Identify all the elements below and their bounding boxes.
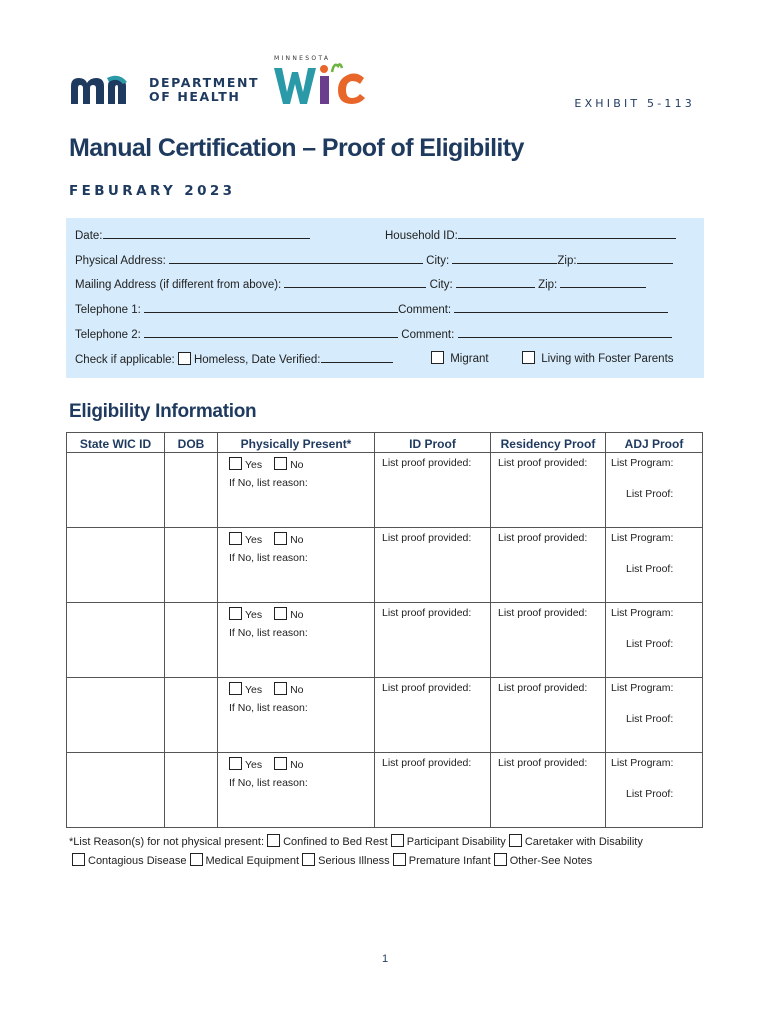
state-wic-id-cell[interactable] bbox=[67, 453, 165, 528]
date-label: Date: bbox=[75, 230, 103, 242]
reason-checkbox-other[interactable] bbox=[494, 853, 507, 866]
present-yes-label: Yes bbox=[245, 459, 263, 471]
reasons-line1 bbox=[69, 833, 643, 852]
adj-proof-label: List Proof: bbox=[626, 638, 674, 650]
id-proof-label: List proof provided: bbox=[382, 532, 472, 544]
adj-program-label: List Program: bbox=[611, 682, 674, 694]
zip-label: Zip: bbox=[557, 255, 577, 267]
residency-proof-label: List proof provided: bbox=[498, 682, 588, 694]
adj-program-label: List Program: bbox=[611, 607, 674, 619]
residency-proof-label: List proof provided: bbox=[498, 757, 588, 769]
eligibility-heading: Eligibility Information bbox=[69, 401, 257, 422]
row-migrant bbox=[431, 351, 489, 367]
dob-cell[interactable] bbox=[165, 528, 218, 603]
table-row bbox=[67, 678, 703, 753]
dob-cell[interactable] bbox=[165, 678, 218, 753]
row-household-id bbox=[385, 227, 676, 243]
date-field[interactable] bbox=[103, 227, 310, 239]
id-proof-cell[interactable] bbox=[375, 603, 491, 678]
physically-present-cell bbox=[218, 603, 375, 678]
reason-checkbox-premature[interactable] bbox=[393, 853, 406, 866]
col-id-proof: ID Proof bbox=[375, 433, 491, 453]
comment1-field[interactable] bbox=[454, 301, 668, 313]
state-wic-id-cell[interactable] bbox=[67, 528, 165, 603]
dob-cell[interactable] bbox=[165, 603, 218, 678]
physically-present-cell bbox=[218, 453, 375, 528]
reason-label-participant-disability: Participant Disability bbox=[406, 836, 506, 848]
present-no-label: No bbox=[290, 684, 304, 696]
present-no-checkbox[interactable] bbox=[274, 457, 287, 470]
minnesota-wic-logo bbox=[272, 54, 370, 106]
state-wic-id-cell[interactable] bbox=[67, 753, 165, 828]
residency-proof-label: List proof provided: bbox=[498, 532, 588, 544]
migrant-checkbox[interactable] bbox=[431, 351, 444, 364]
id-proof-label: List proof provided: bbox=[382, 607, 472, 619]
id-proof-cell[interactable] bbox=[375, 453, 491, 528]
present-yes-label: Yes bbox=[245, 684, 263, 696]
table-row bbox=[67, 528, 703, 603]
reason-label-premature: Premature Infant bbox=[408, 855, 491, 867]
reason-label-medical-equipment: Medical Equipment bbox=[205, 855, 300, 867]
adj-program-label: List Program: bbox=[611, 532, 674, 544]
reason-checkbox-participant-disability[interactable] bbox=[391, 834, 404, 847]
present-no-checkbox[interactable] bbox=[274, 757, 287, 770]
mn-logo-icon bbox=[69, 74, 147, 106]
if-no-reason-label: If No, list reason: bbox=[229, 702, 308, 714]
page-title: Manual Certification – Proof of Eligibility bbox=[69, 134, 524, 162]
foster-label: Living with Foster Parents bbox=[541, 353, 674, 365]
row-physical-address bbox=[75, 252, 673, 268]
present-no-checkbox[interactable] bbox=[274, 532, 287, 545]
residency-proof-cell[interactable] bbox=[491, 603, 606, 678]
residency-proof-cell[interactable] bbox=[491, 453, 606, 528]
mn-department-of-health-logo bbox=[69, 74, 259, 106]
residency-proof-label: List proof provided: bbox=[498, 607, 588, 619]
present-no-checkbox[interactable] bbox=[274, 682, 287, 695]
adj-proof-cell[interactable] bbox=[606, 753, 703, 828]
adj-proof-cell[interactable] bbox=[606, 528, 703, 603]
adj-proof-cell[interactable] bbox=[606, 678, 703, 753]
adj-proof-cell[interactable] bbox=[606, 453, 703, 528]
col-state-wic-id: State WIC ID bbox=[67, 433, 165, 453]
col-adj-proof: ADJ Proof bbox=[606, 433, 703, 453]
reason-checkbox-contagious[interactable] bbox=[72, 853, 85, 866]
reason-label-contagious: Contagious Disease bbox=[88, 855, 187, 867]
row-foster bbox=[522, 351, 674, 367]
row-check-applicable bbox=[75, 351, 393, 367]
present-yes-label: Yes bbox=[245, 759, 263, 771]
present-yes-checkbox[interactable] bbox=[229, 457, 242, 470]
residency-proof-cell[interactable] bbox=[491, 753, 606, 828]
household-id-field[interactable] bbox=[458, 227, 676, 239]
mailing-zip-label: Zip: bbox=[538, 279, 558, 291]
dob-cell[interactable] bbox=[165, 453, 218, 528]
adj-proof-label: List Proof: bbox=[626, 788, 674, 800]
if-no-reason-label: If No, list reason: bbox=[229, 477, 308, 489]
row-mailing-address bbox=[75, 276, 646, 292]
mailing-address-label: Mailing Address (if different from above): bbox=[75, 279, 282, 291]
adj-program-label: List Program: bbox=[611, 457, 674, 469]
present-yes-label: Yes bbox=[245, 534, 263, 546]
if-no-reason-label: If No, list reason: bbox=[229, 627, 308, 639]
id-proof-cell[interactable] bbox=[375, 528, 491, 603]
wic-state-text: MINNESOTA bbox=[274, 55, 331, 62]
residency-proof-cell[interactable] bbox=[491, 678, 606, 753]
col-dob: DOB bbox=[165, 433, 218, 453]
id-proof-cell[interactable] bbox=[375, 678, 491, 753]
telephone2-field[interactable] bbox=[144, 326, 398, 338]
row-telephone1 bbox=[75, 301, 668, 317]
col-residency-proof: Residency Proof bbox=[491, 433, 606, 453]
telephone1-field[interactable] bbox=[144, 301, 398, 313]
reasons-legend bbox=[69, 833, 643, 871]
homeless-checkbox[interactable] bbox=[178, 352, 191, 365]
mailing-address-field[interactable] bbox=[284, 276, 426, 288]
dept-logo-line1: DEPARTMENT bbox=[149, 75, 260, 90]
comment2-label: Comment: bbox=[401, 329, 455, 341]
mailing-zip-field[interactable] bbox=[560, 276, 646, 288]
id-proof-label: List proof provided: bbox=[382, 457, 472, 469]
mailing-city-field[interactable] bbox=[456, 276, 535, 288]
adj-proof-cell[interactable] bbox=[606, 603, 703, 678]
present-yes-checkbox[interactable] bbox=[229, 607, 242, 620]
present-yes-checkbox[interactable] bbox=[229, 682, 242, 695]
present-no-label: No bbox=[290, 534, 304, 546]
homeless-date-field[interactable] bbox=[321, 351, 393, 363]
present-no-label: No bbox=[290, 459, 304, 471]
telephone1-label: Telephone 1: bbox=[75, 304, 141, 316]
reason-checkbox-medical-equipment[interactable] bbox=[190, 853, 203, 866]
present-no-label: No bbox=[290, 609, 304, 621]
residency-proof-cell[interactable] bbox=[491, 528, 606, 603]
physically-present-cell bbox=[218, 753, 375, 828]
table-row bbox=[67, 603, 703, 678]
residency-proof-label: List proof provided: bbox=[498, 457, 588, 469]
household-info-box bbox=[66, 218, 704, 378]
wic-wordmark-icon bbox=[272, 62, 370, 106]
reason-label-other: Other-See Notes bbox=[509, 855, 593, 867]
row-date bbox=[75, 227, 310, 243]
adj-proof-label: List Proof: bbox=[626, 713, 674, 725]
homeless-label: Homeless, Date Verified: bbox=[193, 354, 321, 366]
state-wic-id-cell[interactable] bbox=[67, 603, 165, 678]
table-row bbox=[67, 753, 703, 828]
household-id-label: Household ID: bbox=[385, 230, 458, 242]
page-number: 1 bbox=[381, 953, 389, 965]
city-label: City: bbox=[426, 255, 450, 267]
migrant-label: Migrant bbox=[450, 353, 489, 365]
id-proof-label: List proof provided: bbox=[382, 757, 472, 769]
table-header-row bbox=[67, 433, 703, 453]
comment2-field[interactable] bbox=[458, 326, 672, 338]
present-no-label: No bbox=[290, 759, 304, 771]
reasons-line2 bbox=[69, 852, 643, 871]
present-yes-label: Yes bbox=[245, 609, 263, 621]
if-no-reason-label: If No, list reason: bbox=[229, 552, 308, 564]
col-physically-present: Physically Present* bbox=[218, 433, 375, 453]
adj-proof-label: List Proof: bbox=[626, 563, 674, 575]
if-no-reason-label: If No, list reason: bbox=[229, 777, 308, 789]
physical-address-label: Physical Address: bbox=[75, 255, 166, 267]
table-row bbox=[67, 453, 703, 528]
reason-label-bed-rest: Confined to Bed Rest bbox=[283, 836, 388, 848]
adj-proof-label: List Proof: bbox=[626, 488, 674, 500]
reason-checkbox-serious-illness[interactable] bbox=[302, 853, 315, 866]
city-field[interactable] bbox=[452, 252, 557, 264]
state-wic-id-cell[interactable] bbox=[67, 678, 165, 753]
reason-label-serious-illness: Serious Illness bbox=[318, 855, 390, 867]
reasons-intro: *List Reason(s) for not physical present: bbox=[69, 836, 265, 848]
telephone2-label: Telephone 2: bbox=[75, 329, 141, 341]
physically-present-cell bbox=[218, 678, 375, 753]
id-proof-label: List proof provided: bbox=[382, 682, 472, 694]
foster-checkbox[interactable] bbox=[522, 351, 535, 364]
present-yes-checkbox[interactable] bbox=[229, 757, 242, 770]
row-telephone2 bbox=[75, 326, 672, 342]
eligibility-table bbox=[66, 432, 703, 828]
check-applicable-label: Check if applicable: bbox=[75, 354, 175, 366]
mailing-city-label: City: bbox=[429, 279, 453, 291]
physically-present-cell bbox=[218, 528, 375, 603]
adj-program-label: List Program: bbox=[611, 757, 674, 769]
reason-label-caretaker-disability: Caretaker with Disability bbox=[524, 836, 643, 848]
comment1-label: Comment: bbox=[398, 304, 452, 316]
physical-address-field[interactable] bbox=[169, 252, 423, 264]
reason-checkbox-bed-rest[interactable] bbox=[267, 834, 280, 847]
dob-cell[interactable] bbox=[165, 753, 218, 828]
id-proof-cell[interactable] bbox=[375, 753, 491, 828]
page-subtitle: FEBURARY 2023 bbox=[69, 183, 236, 199]
present-no-checkbox[interactable] bbox=[274, 607, 287, 620]
exhibit-number: EXHIBIT 5-113 bbox=[574, 97, 695, 110]
reason-checkbox-caretaker-disability[interactable] bbox=[509, 834, 522, 847]
dept-logo-line2: OF HEALTH bbox=[149, 89, 241, 104]
zip-field[interactable] bbox=[577, 252, 673, 264]
present-yes-checkbox[interactable] bbox=[229, 532, 242, 545]
